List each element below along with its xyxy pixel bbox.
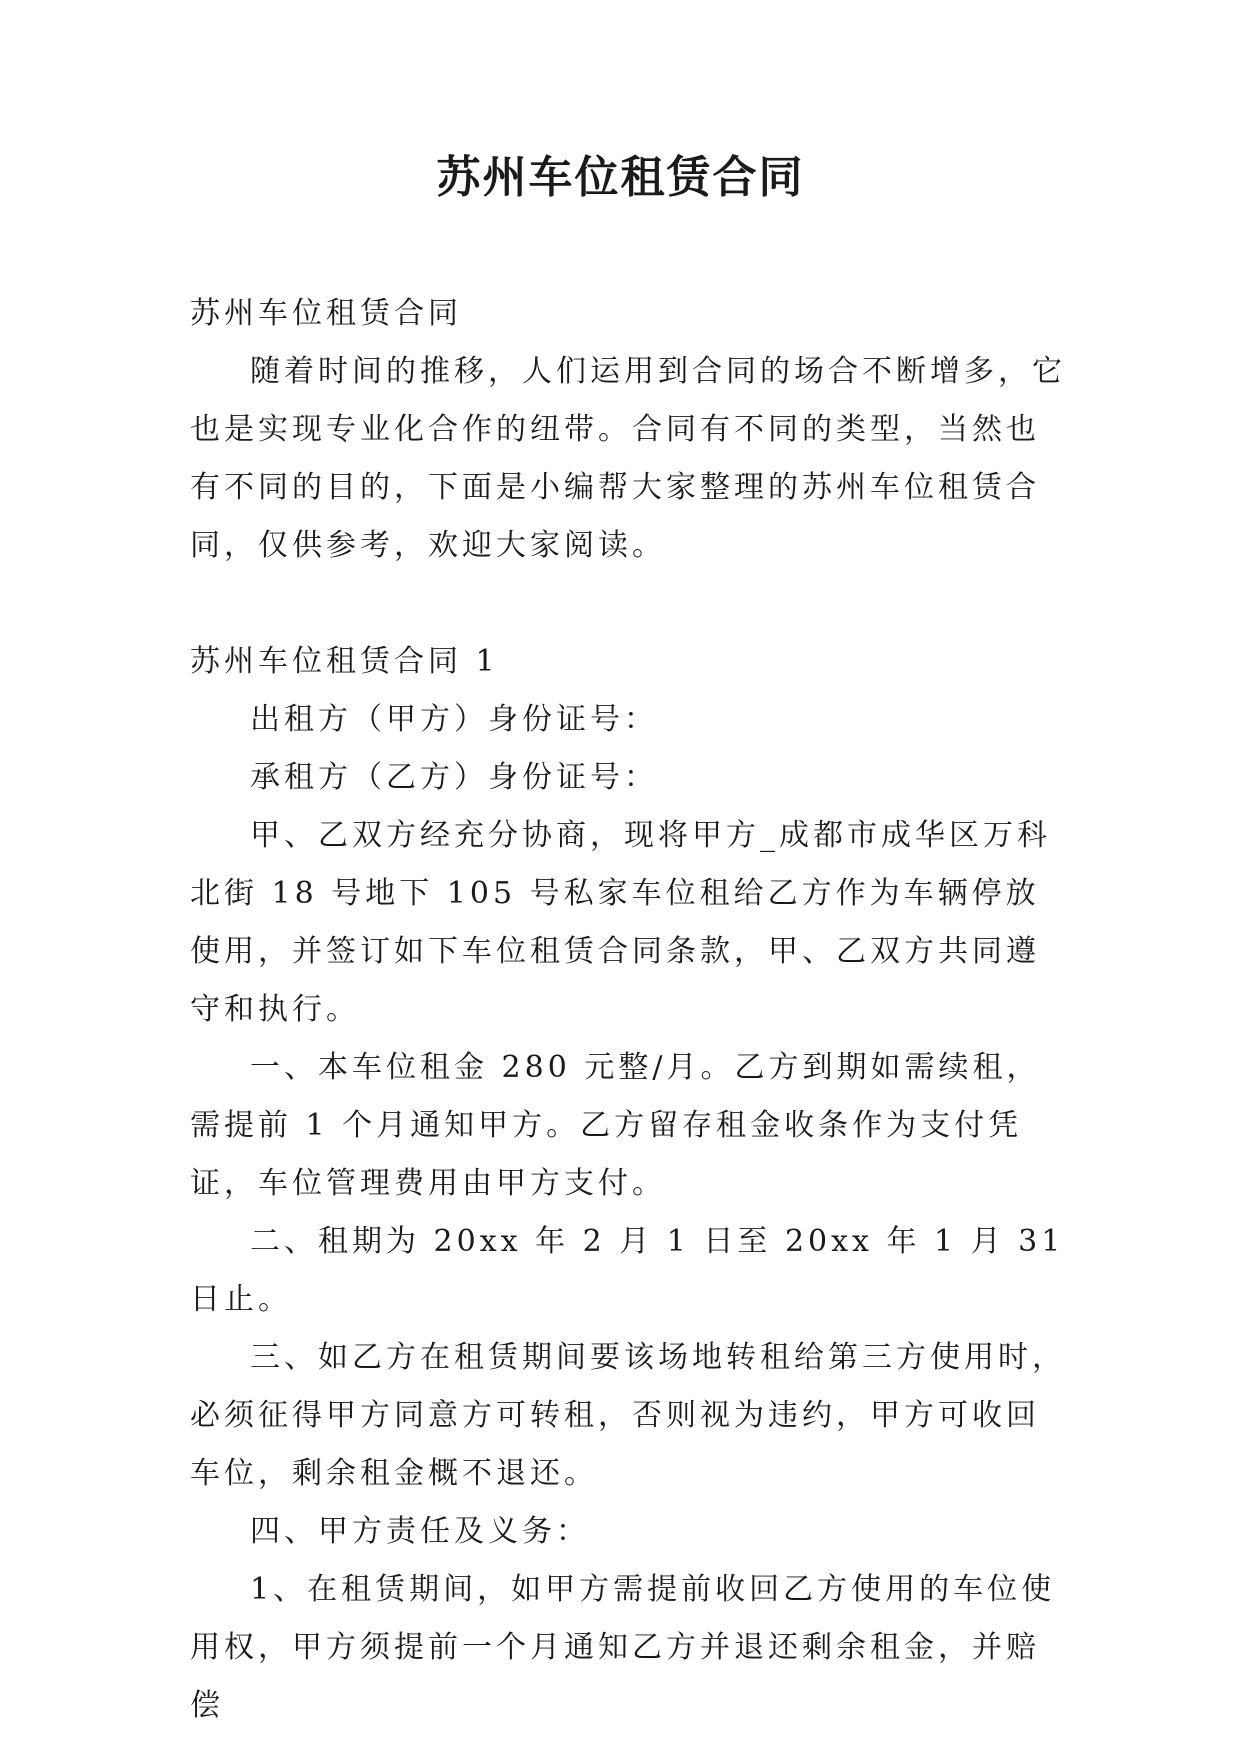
clause-2: 二、租期为 20xx 年 2 月 1 日至 20xx 年 1 月 31 日止。 — [190, 1224, 1065, 1317]
clause-3: 三、如乙方在租赁期间要该场地转租给第三方使用时，必须征得甲方同意方可转租，否则视为违约，甲方可收回车位，剩余租金概不退还。 — [190, 1340, 1066, 1491]
paragraph-gap — [190, 575, 1070, 633]
lessor-line: 出租方（甲方）身份证号： — [250, 702, 658, 737]
clause-4-item-1: 1、在租赁期间，如甲方需提前收回乙方使用的车位使用权，甲方须提前一个月通知乙方并退还剩余租金，并赔偿 — [190, 1572, 1056, 1723]
preamble-paragraph: 甲、乙双方经充分协商，现将甲方_成都市成华区万科北街 18 号地下 105 号私家车位租给乙方作为车辆停放使用，并签订如下车位租赁合同条款，甲、乙双方共同遵守和执行。 — [190, 818, 1051, 1027]
intro-paragraph: 随着时间的推移，人们运用到合同的场合不断增多，它也是实现专业化合作的纽带。合同有不同的类型，当然也有不同的目的，下面是小编帮大家整理的苏州车位租赁合同，仅供参考，欢迎大家阅读。 — [190, 354, 1066, 563]
clause-4-heading: 四、甲方责任及义务： — [250, 1514, 590, 1549]
section1-heading: 苏州车位租赁合同 1 — [190, 644, 499, 679]
lessee-line: 承租方（乙方）身份证号： — [250, 760, 658, 795]
document-title: 苏州车位租赁合同 — [436, 152, 805, 203]
clause-1: 一、本车位租金 280 元整/月。乙方到期如需续租，需提前 1 个月通知甲方。乙方留存租金收条作为支付凭证，车位管理费用由甲方支付。 — [190, 1050, 1041, 1201]
document-body — [190, 285, 1070, 1735]
intro-heading: 苏州车位租赁合同 — [190, 296, 462, 331]
